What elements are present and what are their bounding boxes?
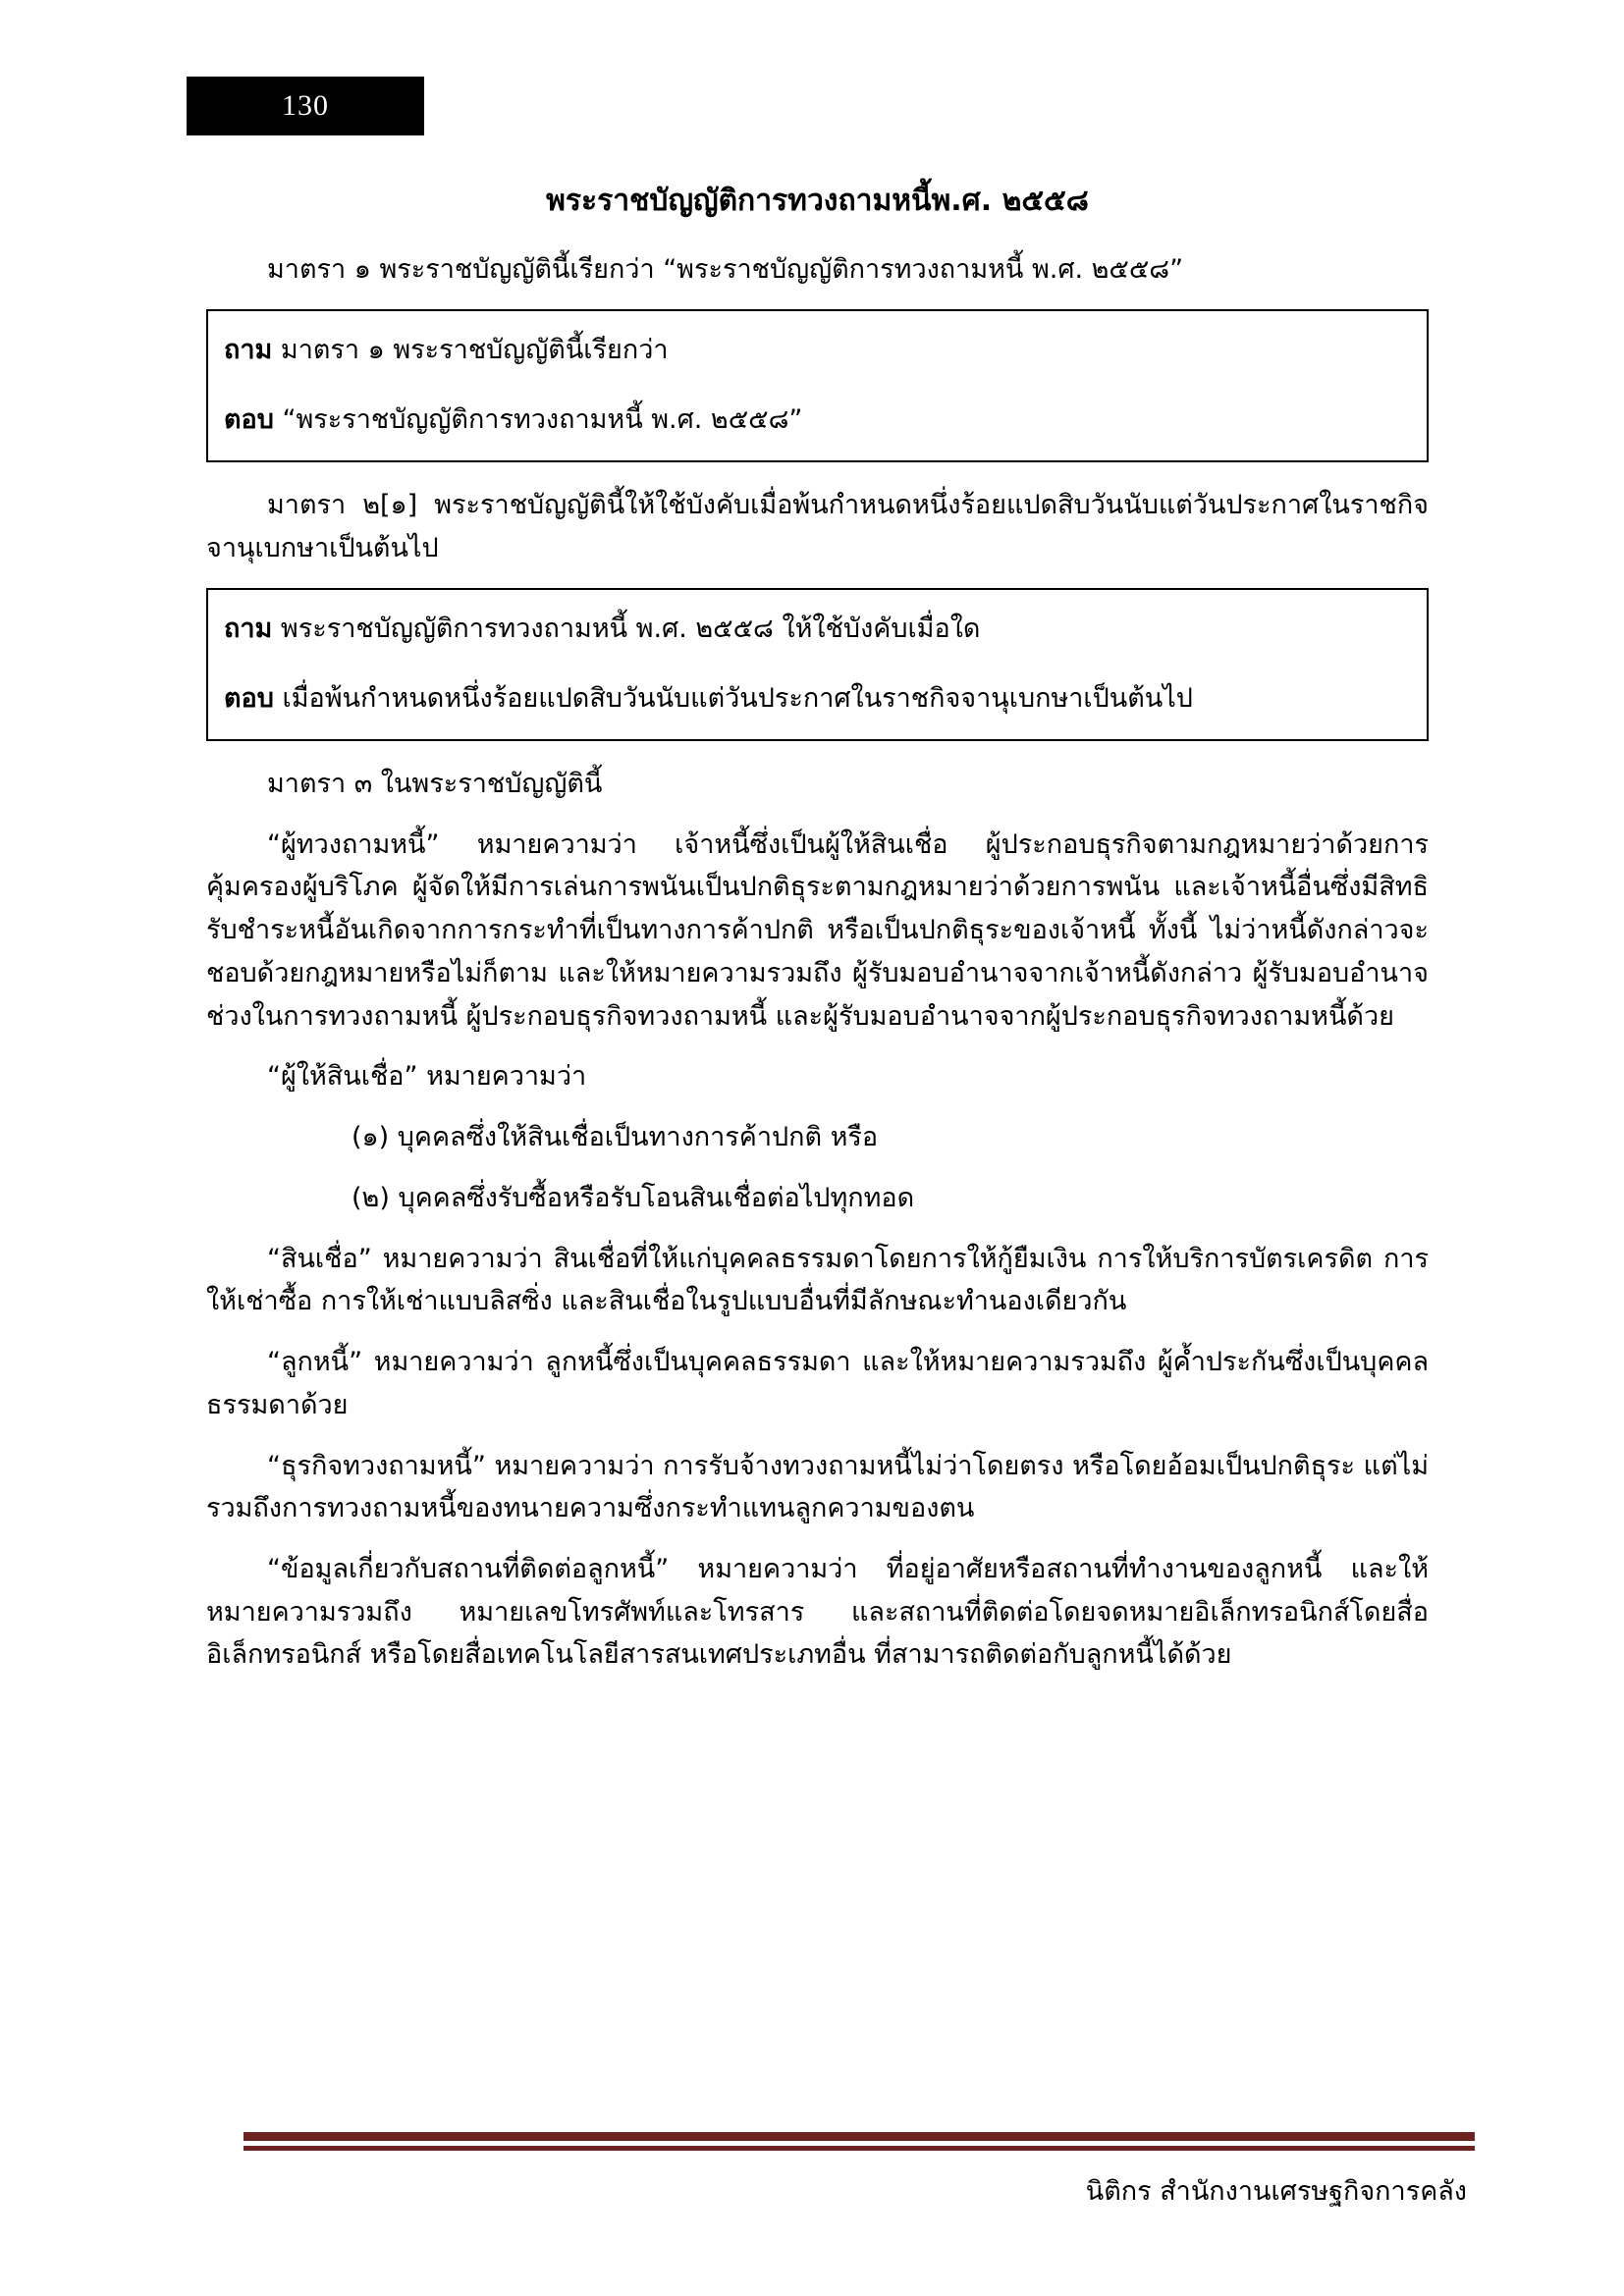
qa-answer-line (224, 399, 1411, 441)
definition-credit: “สินเชื่อ” หมายความว่า สินเชื่อที่ให้แก่บุคคลธรรมดาโดยการให้กู้ยืมเงิน การให้บริการบัตรเครดิต การให้เช่าซื้อ การให้เช่าแบบลิสซิ่ง และสินเชื่อในรูปแบบอื่นที่มีลักษณะทำนองเดียวกัน (206, 1243, 1429, 1317)
footer-divider-thin (244, 2146, 1475, 2151)
definition-credit-provider-item-1: (๑) บุคคลซึ่งให้สินเชื่อเป็นทางการค้าปกติ หรือ (352, 1122, 879, 1153)
section-3-paragraph: มาตรา ๓ ในพระราชบัญญัตินี้ (267, 768, 603, 799)
qa-question-line (224, 329, 1411, 371)
qa-question-line (224, 608, 1411, 650)
qa-question-text: พระราชบัญญัติการทวงถามหนี้ พ.ศ. ๒๕๕๘ ให้ใช้บังคับเมื่อใด (280, 613, 981, 644)
qa-question-label: ถาม (224, 334, 273, 365)
qa-question-label: ถาม (224, 613, 273, 644)
definition-debt-collector: “ผู้ทวงถามหนี้” หมายความว่า เจ้าหนี้ซึ่งเป็นผู้ให้สินเชื่อ ผู้ประกอบธุรกิจตามกฎหมายว่าด้วยการคุ้มครองผู้บริโภค ผู้จัดให้มีการเล่นการพนันเป็นปกติธุระตามกฎหมายว่าด้วยการพนัน และเจ้าหนี้อื่นซึ่งมีสิทธิรับชำระหนี้อันเกิดจากการกระทำที่เป็นทางการค้าปกติ หรือเป็นปกติธุระของเจ้าหนี้ ทั้งนี้ ไม่ว่าหนี้ดังกล่าวจะชอบด้วยกฎหมายหรือไม่ก็ตาม และให้หมายความรวมถึง ผู้รับมอบอำนาจจากเจ้าหนี้ดังกล่าว ผู้รับมอบอำนาจช่วงในการทวงถามหนี้ ผู้ประกอบธุรกิจทวงถามหนี้ และผู้รับมอบอำนาจจากผู้ประกอบธุรกิจทวงถามหนี้ด้วย (206, 828, 1429, 1032)
definition-credit-provider-lead: “ผู้ให้สินเชื่อ” หมายความว่า (267, 1061, 587, 1093)
qa-box-2 (206, 588, 1429, 741)
definition-contact-information: “ข้อมูลเกี่ยวกับสถานที่ติดต่อลูกหนี้” หมายความว่า ที่อยู่อาศัยหรือสถานที่ทำงานของลูกหนี้ และให้หมายความรวมถึง หมายเลขโทรศัพท์และโทรสาร และสถานที่ติดต่อโดยจดหมายอิเล็กทรอนิกส์โดยสื่ออิเล็กทรอนิกส์ หรือโดยสื่อเทคโนโลยีสารสนเทศประเภทอื่น ที่สามารถติดต่อกับลูกหนี้ได้ด้วย (206, 1553, 1429, 1671)
qa-answer-label: ตอบ (224, 682, 274, 714)
page-footer (149, 2132, 1475, 2213)
page-title: พระราชบัญญัติการทวงถามหนี้พ.ศ. ๒๕๕๘ (546, 184, 1089, 218)
section-1-paragraph: มาตรา ๑ พระราชบัญญัตินี้เรียกว่า “พระราชบัญญัติการทวงถามหนี้ พ.ศ. ๒๕๕๘” (267, 254, 1184, 285)
qa-question-text: มาตรา ๑ พระราชบัญญัตินี้เรียกว่า (280, 334, 669, 365)
qa-answer-text: เมื่อพ้นกำหนดหนึ่งร้อยแปดสิบวันนับแต่วันประกาศในราชกิจจานุเบกษาเป็นต้นไป (282, 682, 1193, 714)
definition-debt-collection-business: “ธุรกิจทวงถามหนี้” หมายความว่า การรับจ้างทวงถามหนี้ไม่ว่าโดยตรง หรือโดยอ้อมเป็นปกติธุระ แต่ไม่รวมถึงการทวงถามหนี้ของทนายความซึ่งกระทำแทนลูกความของตน (206, 1450, 1429, 1524)
section-2-paragraph: มาตรา ๒[๑] พระราชบัญญัตินี้ให้ใช้บังคับเมื่อพ้นกำหนดหนึ่งร้อยแปดสิบวันนับแต่วันประกาศในราชกิจจานุเบกษาเป็นต้นไป (206, 490, 1429, 563)
page-number-badge: 130 (187, 77, 424, 135)
qa-answer-label: ตอบ (224, 403, 274, 435)
qa-box-1 (206, 309, 1429, 462)
definition-debtor: “ลูกหนี้” หมายความว่า ลูกหนี้ซึ่งเป็นบุคคลธรรมดา และให้หมายความรวมถึง ผู้ค้ำประกันซึ่งเป็นบุคคลธรรมดาด้วย (206, 1347, 1429, 1420)
document-content (206, 179, 1429, 1694)
qa-answer-line (224, 677, 1411, 720)
footer-attribution: นิติกร สำนักงานเศรษฐกิจการคลัง (1085, 2176, 1467, 2207)
qa-answer-text: “พระราชบัญญัติการทวงถามหนี้ พ.ศ. ๒๕๕๘” (282, 403, 803, 435)
footer-divider-thick (244, 2132, 1475, 2141)
definition-credit-provider-item-2: (๒) บุคคลซึ่งรับซื้อหรือรับโอนสินเชื่อต่อไปทุกทอด (352, 1182, 915, 1213)
